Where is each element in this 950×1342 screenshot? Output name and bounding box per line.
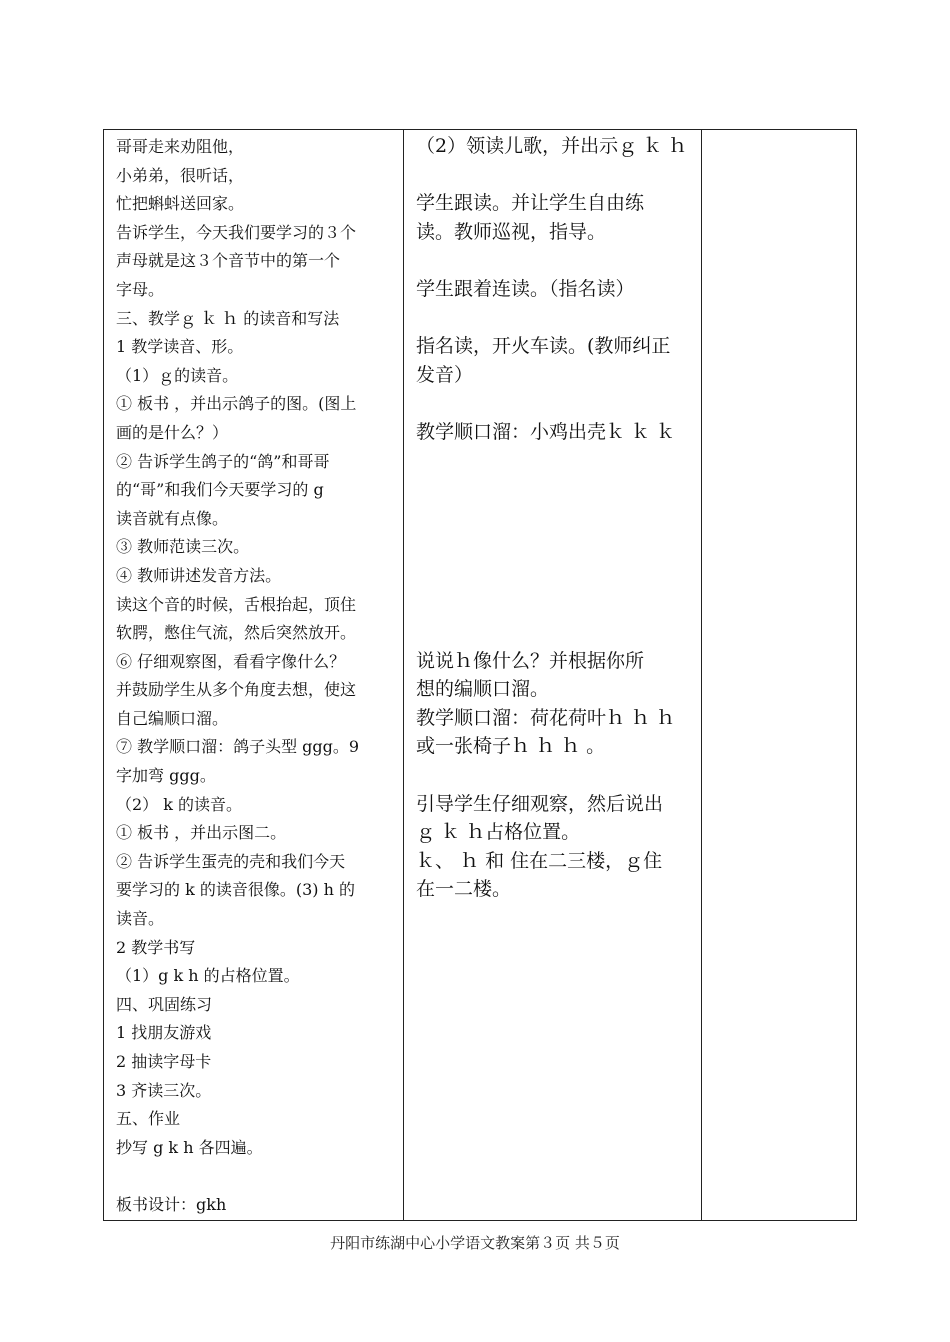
text-line: ⑥ 仔细观察图，看看字像什么？ [116, 651, 346, 671]
text-line: （2）领读儿歌，并出示ｇ ｋ ｈ [416, 135, 688, 157]
text-line: 说说ｈ像什么？并根据你所 [416, 649, 645, 672]
text-line: ② 告诉学生蛋壳的壳和我们今天 [116, 851, 346, 871]
lesson-plan-table [103, 129, 857, 1221]
notes-cell [702, 130, 857, 1221]
text-line: ① 板书 ，并出示图二。 [116, 823, 287, 843]
text-line: 哥哥走来劝阻他， [116, 137, 245, 156]
text-line: 要学习的 k 的读音很像。(3) h 的 [116, 880, 356, 900]
text-line: 引导学生仔细观察，然后说出 [416, 792, 664, 815]
text-line: 四、巩固练习 [116, 994, 213, 1014]
text-line: ｋ、 ｈ 和 住在二三楼，ｇ住 [416, 849, 663, 872]
student-activity-text [404, 130, 701, 904]
activity-block [416, 418, 695, 447]
text-line: ｇ ｋ ｈ占格位置。 [416, 821, 581, 844]
student-activity-cell [404, 130, 702, 1221]
text-line: 并鼓励学生从多个角度去想，使这 [116, 680, 357, 700]
page-footer: 丹阳市练湖中心小学语文教案第３页 共５页 [330, 1234, 620, 1252]
text-line: 字加弯 ggg。 [116, 766, 216, 786]
text-line: 学生跟读。并让学生自由练 [416, 192, 645, 215]
activity-block [416, 790, 695, 904]
text-line: ① 板书 ，并出示鸽子的图。(图上 [116, 394, 357, 414]
text-line: 读音。 [116, 909, 165, 929]
text-line: 小弟弟，很听话， [116, 165, 245, 185]
text-line: 忙把蝌蚪送回家。 [116, 194, 245, 214]
text-line: （1）g k h 的占格位置。 [116, 966, 300, 986]
text-line: 在一二楼。 [416, 878, 512, 901]
text-line: 画的是什么？） [116, 422, 229, 442]
text-line: 指名读，开火车读。(教师纠正 [416, 335, 671, 358]
text-line: 3 齐读三次。 [116, 1080, 212, 1100]
text-line: 软腭，憋住气流，然后突然放开。 [116, 623, 357, 643]
text-line: 读这个音的时候，舌根抬起，顶住 [116, 594, 357, 614]
activity-block [416, 647, 695, 761]
text-line: ④ 教师讲述发音方法。 [116, 565, 282, 585]
text-line: 学生跟着连读。（指名读） [416, 277, 635, 300]
activity-block [416, 189, 695, 246]
text-line: 2 教学书写 [116, 937, 196, 957]
text-line: 板书设计：gkh [116, 1194, 227, 1214]
text-line: 字母。 [116, 279, 165, 299]
text-line: 教学顺口溜：小鸡出壳ｋ ｋ ｋ [416, 420, 676, 443]
text-line: 1 找朋友游戏 [116, 1023, 212, 1043]
text-line: （1）ｇ的读音。 [116, 365, 239, 385]
text-line: 的“哥”和我们今天要学习的 g [116, 480, 324, 500]
text-line: 读。教师巡视，指导。 [416, 220, 607, 243]
teaching-process-text [104, 130, 403, 1220]
text-line: 自己编顺口溜。 [116, 708, 229, 728]
activity-block [416, 275, 695, 304]
text-line [116, 1162, 397, 1191]
text-line: 声母就是这３个音节中的第一个 [116, 251, 341, 271]
text-line: 读音就有点像。 [116, 508, 229, 528]
text-line: 2 抽读字母卡 [116, 1052, 212, 1071]
text-line: 或一张椅子ｈ ｈ ｈ 。 [416, 735, 606, 758]
text-line: （2） k 的读音。 [116, 794, 243, 814]
text-line: ⑦ 教学顺口溜：鸽子头型 ggg。9 [116, 737, 360, 757]
text-line: 五、作业 [116, 1109, 181, 1129]
activity-block [416, 332, 695, 389]
text-line: 发音） [416, 363, 474, 386]
text-line: 1 教学读音、形。 [116, 337, 244, 357]
table-row [104, 130, 857, 1221]
text-line: 想的编顺口溜。 [416, 678, 550, 701]
text-line: 教学顺口溜：荷花荷叶ｈ ｈ ｈ [416, 706, 676, 729]
text-line: ② 告诉学生鸽子的“鸽”和哥哥 [116, 451, 330, 471]
text-line: ③ 教师范读三次。 [116, 537, 250, 557]
text-line: 抄写 g k h 各四遍。 [116, 1137, 263, 1157]
text-line: 告诉学生，今天我们要学习的３个 [116, 222, 357, 242]
text-line: 三、教学ｇ ｋ ｈ 的读音和写法 [116, 308, 340, 328]
teaching-process-cell [104, 130, 404, 1221]
activity-block [416, 132, 695, 161]
